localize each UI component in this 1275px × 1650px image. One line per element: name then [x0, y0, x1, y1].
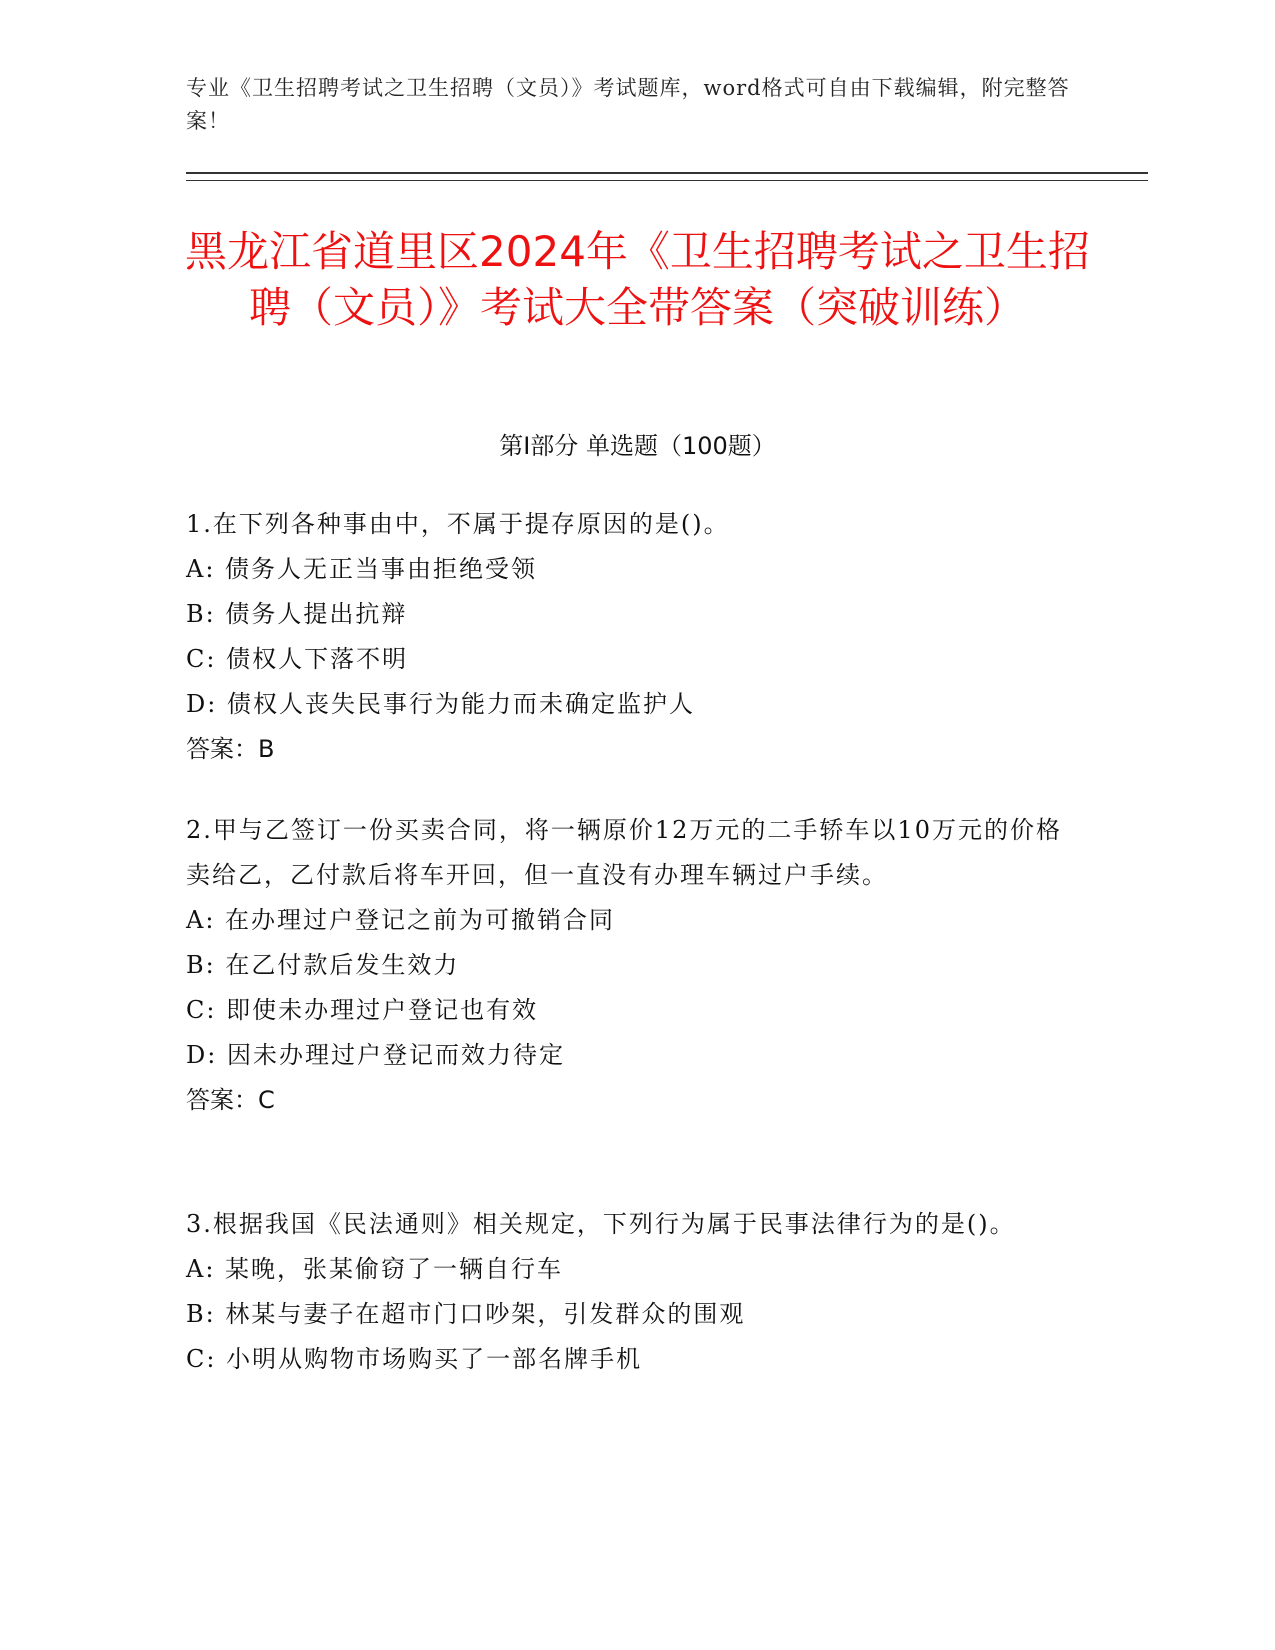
answer-line: 答案：B	[186, 735, 275, 763]
option-c: C: 即使未办理过户登记也有效	[186, 996, 539, 1024]
section-title: 第I部分 单选题（100题）	[499, 432, 776, 460]
option-a: A: 某晚，张某偷窃了一辆自行车	[186, 1255, 564, 1283]
option-c: C: 债权人下落不明	[186, 645, 409, 673]
option-a: A: 债务人无正当事由拒绝受领	[186, 555, 538, 583]
option-b: B: 林某与妻子在超市门口吵架，引发群众的围观	[186, 1300, 746, 1328]
header-divider	[186, 172, 1148, 181]
option-b: B: 债务人提出抗辩	[186, 600, 408, 628]
document-title: 黑龙江省道里区2024年《卫生招聘考试之卫生招聘（文员）》考试大全带答案（突破训练）	[185, 227, 1090, 332]
option-c: C: 小明从购物市场购买了一部名牌手机	[186, 1345, 643, 1373]
question-1	[186, 502, 1066, 772]
header-note: 专业《卫生招聘考试之卫生招聘（文员）》考试题库，word格式可自由下载编辑，附完整答案！	[186, 76, 1070, 133]
option-d: D: 债权人丧失民事行为能力而未确定监护人	[186, 690, 695, 718]
option-b: B: 在乙付款后发生效力	[186, 951, 460, 979]
question-2	[186, 808, 1066, 1123]
question-stem: 3.根据我国《民法通则》相关规定，下列行为属于民事法律行为的是()。	[186, 1210, 1016, 1238]
answer-line: 答案：C	[186, 1086, 275, 1114]
question-stem: 1.在下列各种事由中，不属于提存原因的是()。	[186, 510, 730, 538]
question-stem: 2.甲与乙签订一份买卖合同，将一辆原价12万元的二手轿车以10万元的价格卖给乙，乙付款后将车开回，但一直没有办理车辆过户手续。	[186, 816, 1062, 889]
option-a: A: 在办理过户登记之前为可撤销合同	[186, 906, 616, 934]
question-3	[186, 1202, 1066, 1382]
option-d: D: 因未办理过户登记而效力待定	[186, 1041, 565, 1069]
